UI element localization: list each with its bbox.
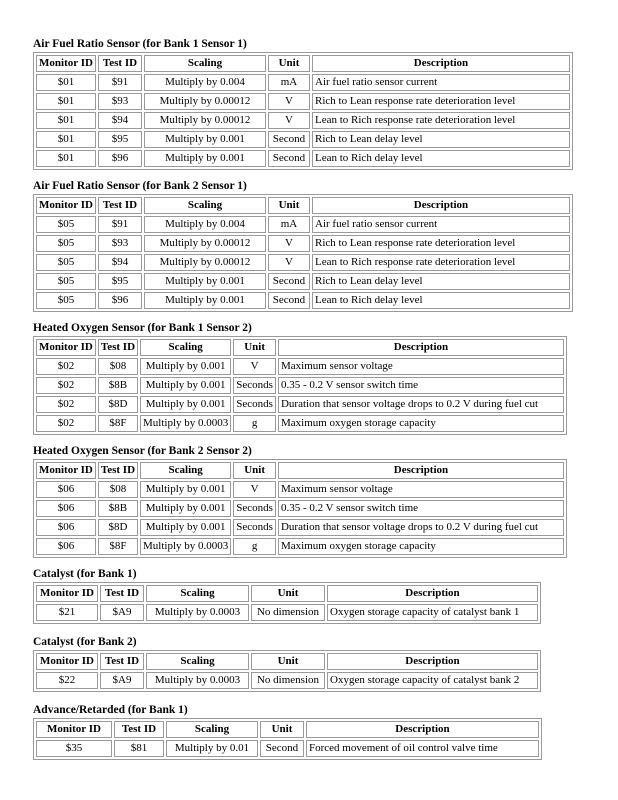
cell-test-id: $93 <box>98 235 142 252</box>
cell-scaling: Multiply by 0.001 <box>140 481 231 498</box>
header-test-id: Test ID <box>98 339 138 356</box>
header-scaling: Scaling <box>144 55 266 72</box>
cell-test-id: $A9 <box>100 604 144 621</box>
section-title: Advance/Retarded (for Bank 1) <box>33 704 188 716</box>
header-row <box>36 721 539 738</box>
cell-unit: Second <box>268 292 310 309</box>
cell-scaling: Multiply by 0.001 <box>140 519 231 536</box>
header-row <box>36 585 538 602</box>
section-title: Heated Oxygen Sensor (for Bank 2 Sensor 2) <box>33 445 252 457</box>
cell-test-id: $91 <box>98 216 142 233</box>
data-table <box>33 52 573 170</box>
cell-description: Maximum sensor voltage <box>278 481 564 498</box>
cell-scaling: Multiply by 0.0003 <box>146 672 249 689</box>
cell-test-id: $95 <box>98 131 142 148</box>
header-description: Description <box>312 55 570 72</box>
section-1 <box>33 38 573 170</box>
cell-description: Rich to Lean delay level <box>312 273 570 290</box>
cell-description: Maximum sensor voltage <box>278 358 564 375</box>
cell-scaling: Multiply by 0.001 <box>140 500 231 517</box>
cell-description: Lean to Rich response rate deterioration level <box>312 112 570 129</box>
cell-unit: Second <box>268 273 310 290</box>
header-scaling: Scaling <box>140 339 231 356</box>
cell-monitor-id: $35 <box>36 740 112 757</box>
data-table <box>33 650 541 692</box>
cell-scaling: Multiply by 0.001 <box>144 292 266 309</box>
cell-unit: Second <box>268 150 310 167</box>
cell-monitor-id: $05 <box>36 292 96 309</box>
cell-unit: mA <box>268 74 310 91</box>
header-description: Description <box>278 339 564 356</box>
cell-test-id: $96 <box>98 150 142 167</box>
cell-scaling: Multiply by 0.004 <box>144 216 266 233</box>
cell-description: Oxygen storage capacity of catalyst bank 1 <box>327 604 538 621</box>
cell-test-id: $08 <box>98 358 138 375</box>
header-description: Description <box>306 721 539 738</box>
cell-test-id: $8D <box>98 519 138 536</box>
header-row <box>36 197 570 214</box>
cell-scaling: Multiply by 0.00012 <box>144 93 266 110</box>
cell-description: Forced movement of oil control valve time <box>306 740 539 757</box>
cell-monitor-id: $06 <box>36 481 96 498</box>
header-scaling: Scaling <box>144 197 266 214</box>
cell-test-id: $93 <box>98 93 142 110</box>
cell-unit: V <box>233 358 276 375</box>
header-unit: Unit <box>251 585 325 602</box>
header-test-id: Test ID <box>98 197 142 214</box>
header-row <box>36 55 570 72</box>
header-monitor-id: Monitor ID <box>36 585 98 602</box>
cell-monitor-id: $01 <box>36 112 96 129</box>
cell-monitor-id: $01 <box>36 131 96 148</box>
table-row <box>36 74 570 91</box>
cell-monitor-id: $06 <box>36 500 96 517</box>
cell-scaling: Multiply by 0.004 <box>144 74 266 91</box>
cell-monitor-id: $05 <box>36 235 96 252</box>
cell-unit: g <box>233 415 276 432</box>
table-row <box>36 216 570 233</box>
header-monitor-id: Monitor ID <box>36 462 96 479</box>
cell-unit: V <box>268 235 310 252</box>
cell-monitor-id: $01 <box>36 150 96 167</box>
cell-monitor-id: $05 <box>36 216 96 233</box>
cell-scaling: Multiply by 0.00012 <box>144 112 266 129</box>
cell-scaling: Multiply by 0.0003 <box>140 538 231 555</box>
cell-monitor-id: $01 <box>36 93 96 110</box>
table-row <box>36 415 564 432</box>
header-monitor-id: Monitor ID <box>36 55 96 72</box>
cell-test-id: $A9 <box>100 672 144 689</box>
cell-scaling: Multiply by 0.01 <box>166 740 258 757</box>
cell-description: Duration that sensor voltage drops to 0.2 V during fuel cut <box>278 396 564 413</box>
header-row <box>36 653 538 670</box>
header-scaling: Scaling <box>140 462 231 479</box>
data-table <box>33 718 542 760</box>
table-row <box>36 500 564 517</box>
cell-unit: Seconds <box>233 519 276 536</box>
data-table <box>33 194 573 312</box>
cell-description: Lean to Rich delay level <box>312 292 570 309</box>
header-monitor-id: Monitor ID <box>36 197 96 214</box>
cell-monitor-id: $06 <box>36 538 96 555</box>
cell-monitor-id: $02 <box>36 358 96 375</box>
cell-description: 0.35 - 0.2 V sensor switch time <box>278 500 564 517</box>
cell-scaling: Multiply by 0.00012 <box>144 235 266 252</box>
cell-unit: V <box>233 481 276 498</box>
section-4 <box>33 445 567 558</box>
cell-monitor-id: $05 <box>36 254 96 271</box>
cell-test-id: $8F <box>98 415 138 432</box>
section-title: Catalyst (for Bank 1) <box>33 568 137 580</box>
section-3 <box>33 322 567 435</box>
table-row <box>36 112 570 129</box>
cell-unit: Second <box>260 740 304 757</box>
cell-scaling: Multiply by 0.0003 <box>140 415 231 432</box>
cell-description: Lean to Rich delay level <box>312 150 570 167</box>
header-scaling: Scaling <box>146 585 249 602</box>
table-row <box>36 254 570 271</box>
table-row <box>36 538 564 555</box>
cell-test-id: $8F <box>98 538 138 555</box>
header-monitor-id: Monitor ID <box>36 721 112 738</box>
cell-description: Rich to Lean response rate deterioration level <box>312 235 570 252</box>
table-row <box>36 358 564 375</box>
header-description: Description <box>327 585 538 602</box>
section-7 <box>33 704 542 760</box>
cell-monitor-id: $02 <box>36 377 96 394</box>
cell-unit: No dimension <box>251 672 325 689</box>
header-unit: Unit <box>260 721 304 738</box>
section-title: Catalyst (for Bank 2) <box>33 636 137 648</box>
header-monitor-id: Monitor ID <box>36 339 96 356</box>
cell-unit: V <box>268 93 310 110</box>
cell-description: Air fuel ratio sensor current <box>312 74 570 91</box>
cell-description: Maximum oxygen storage capacity <box>278 538 564 555</box>
cell-monitor-id: $02 <box>36 415 96 432</box>
section-2 <box>33 180 573 312</box>
section-title: Air Fuel Ratio Sensor (for Bank 2 Sensor 1) <box>33 180 247 192</box>
cell-monitor-id: $22 <box>36 672 98 689</box>
cell-description: Lean to Rich response rate deterioration level <box>312 254 570 271</box>
cell-test-id: $96 <box>98 292 142 309</box>
table-row <box>36 235 570 252</box>
cell-description: 0.35 - 0.2 V sensor switch time <box>278 377 564 394</box>
data-table <box>33 582 541 624</box>
section-title: Heated Oxygen Sensor (for Bank 1 Sensor 2) <box>33 322 252 334</box>
header-test-id: Test ID <box>98 462 138 479</box>
cell-description: Rich to Lean delay level <box>312 131 570 148</box>
header-unit: Unit <box>268 55 310 72</box>
cell-scaling: Multiply by 0.0003 <box>146 604 249 621</box>
cell-scaling: Multiply by 0.001 <box>144 273 266 290</box>
table-row <box>36 604 538 621</box>
section-6 <box>33 636 541 692</box>
cell-monitor-id: $06 <box>36 519 96 536</box>
cell-test-id: $8B <box>98 377 138 394</box>
table-row <box>36 396 564 413</box>
cell-test-id: $94 <box>98 112 142 129</box>
cell-scaling: Multiply by 0.001 <box>140 358 231 375</box>
cell-test-id: $95 <box>98 273 142 290</box>
header-test-id: Test ID <box>114 721 164 738</box>
data-table <box>33 336 567 435</box>
header-description: Description <box>278 462 564 479</box>
cell-monitor-id: $02 <box>36 396 96 413</box>
cell-scaling: Multiply by 0.001 <box>140 396 231 413</box>
cell-monitor-id: $21 <box>36 604 98 621</box>
data-table <box>33 459 567 558</box>
header-row <box>36 339 564 356</box>
table-row <box>36 273 570 290</box>
header-unit: Unit <box>268 197 310 214</box>
cell-description: Maximum oxygen storage capacity <box>278 415 564 432</box>
cell-description: Air fuel ratio sensor current <box>312 216 570 233</box>
cell-unit: Seconds <box>233 500 276 517</box>
cell-unit: V <box>268 254 310 271</box>
cell-unit: V <box>268 112 310 129</box>
header-scaling: Scaling <box>146 653 249 670</box>
cell-unit: Seconds <box>233 377 276 394</box>
header-monitor-id: Monitor ID <box>36 653 98 670</box>
section-5 <box>33 568 541 624</box>
cell-test-id: $81 <box>114 740 164 757</box>
header-test-id: Test ID <box>100 653 144 670</box>
cell-scaling: Multiply by 0.001 <box>144 131 266 148</box>
cell-monitor-id: $05 <box>36 273 96 290</box>
header-unit: Unit <box>251 653 325 670</box>
cell-unit: mA <box>268 216 310 233</box>
table-row <box>36 377 564 394</box>
cell-test-id: $8D <box>98 396 138 413</box>
cell-description: Duration that sensor voltage drops to 0.2 V during fuel cut <box>278 519 564 536</box>
header-unit: Unit <box>233 339 276 356</box>
cell-scaling: Multiply by 0.001 <box>144 150 266 167</box>
header-test-id: Test ID <box>100 585 144 602</box>
table-row <box>36 150 570 167</box>
header-unit: Unit <box>233 462 276 479</box>
header-scaling: Scaling <box>166 721 258 738</box>
table-row <box>36 672 538 689</box>
cell-unit: g <box>233 538 276 555</box>
cell-unit: No dimension <box>251 604 325 621</box>
cell-test-id: $94 <box>98 254 142 271</box>
cell-unit: Seconds <box>233 396 276 413</box>
header-description: Description <box>327 653 538 670</box>
cell-scaling: Multiply by 0.001 <box>140 377 231 394</box>
table-row <box>36 519 564 536</box>
header-row <box>36 462 564 479</box>
cell-description: Rich to Lean response rate deterioration level <box>312 93 570 110</box>
cell-scaling: Multiply by 0.00012 <box>144 254 266 271</box>
table-row <box>36 292 570 309</box>
cell-test-id: $08 <box>98 481 138 498</box>
table-row <box>36 740 539 757</box>
table-row <box>36 131 570 148</box>
table-row <box>36 93 570 110</box>
header-test-id: Test ID <box>98 55 142 72</box>
header-description: Description <box>312 197 570 214</box>
cell-description: Oxygen storage capacity of catalyst bank 2 <box>327 672 538 689</box>
table-row <box>36 481 564 498</box>
cell-test-id: $91 <box>98 74 142 91</box>
cell-unit: Second <box>268 131 310 148</box>
cell-test-id: $8B <box>98 500 138 517</box>
cell-monitor-id: $01 <box>36 74 96 91</box>
section-title: Air Fuel Ratio Sensor (for Bank 1 Sensor 1) <box>33 38 247 50</box>
